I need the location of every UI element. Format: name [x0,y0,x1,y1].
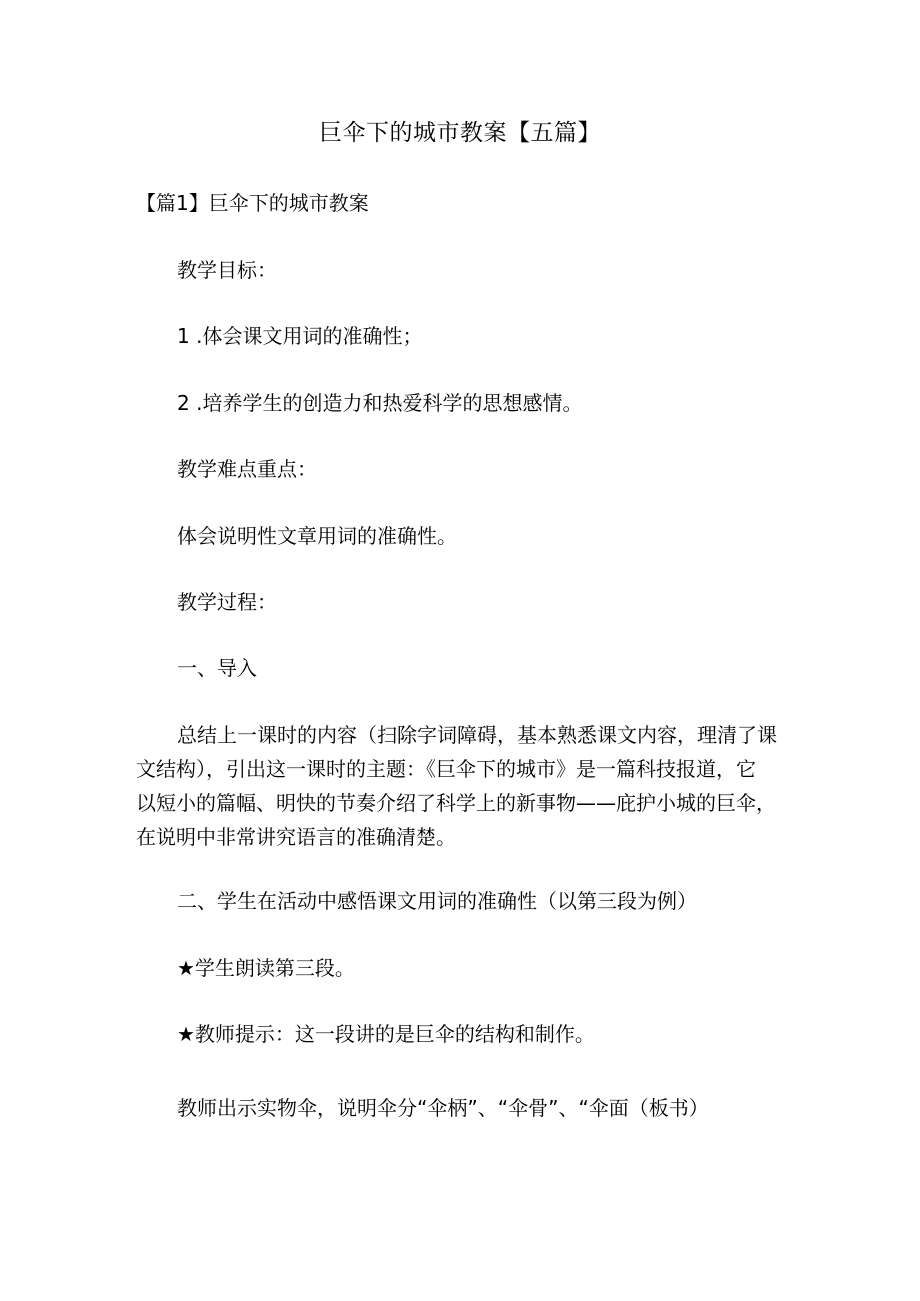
section-heading: 【篇1】巨伞下的城市教案 [136,191,369,215]
star-item-1: ★学生朗读第三段。 [177,956,355,980]
paragraph-line: 总结上一课时的内容（扫除字词障碍，基本熟悉课文内容，理清了课 [177,723,777,747]
goal-1: 1 .体会课文用词的准确性； [177,324,423,348]
paragraph-line: 文结构），引出这一课时的主题：《巨伞下的城市》是一篇科技报道，它 [136,757,756,781]
step-2-heading: 二、学生在活动中感悟课文用词的准确性（以第三段为例） [177,889,697,913]
key-points-label: 教学难点重点： [177,457,317,481]
paragraph-line: 在说明中非常讲究语言的准确清楚。 [136,825,456,849]
step-1-heading: 一、导入 [177,656,257,680]
last-line: 教师出示实物伞，说明伞分“伞柄”、“伞骨”、“伞面（板书） [177,1096,709,1120]
document-title: 巨伞下的城市教案【五篇】 [319,120,601,146]
goal-2: 2 .培养学生的创造力和热爱科学的思想感情。 [177,391,583,415]
process-label: 教学过程： [177,590,277,614]
step-1-paragraph [136,718,796,854]
teaching-goals-label: 教学目标： [177,258,277,282]
paragraph-line: 以短小的篇幅、明快的节奏介绍了科学上的新事物——庇护小城的巨伞， [136,791,776,815]
star-item-2: ★教师提示：这一段讲的是巨伞的结构和制作。 [177,1022,595,1046]
key-points-text: 体会说明性文章用词的准确性。 [177,524,457,548]
